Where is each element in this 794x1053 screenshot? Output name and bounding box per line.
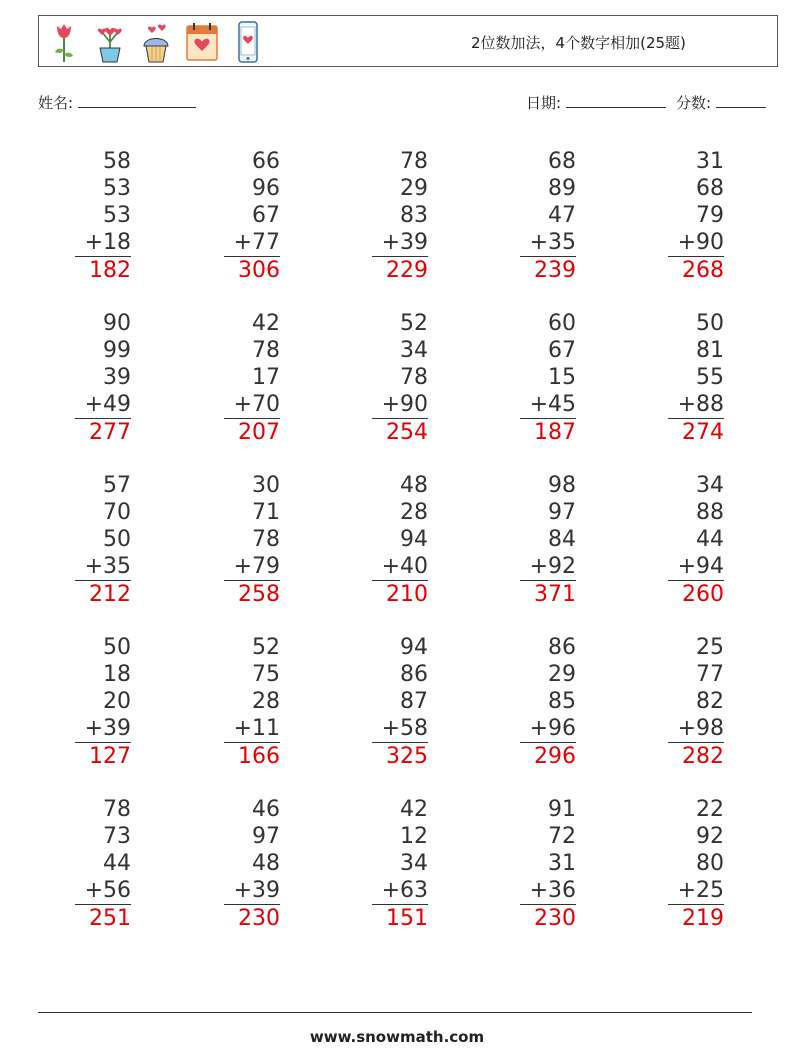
addend: 42	[252, 311, 280, 336]
answer: 239	[534, 258, 576, 283]
addition-problem	[75, 472, 131, 608]
addition-problem	[520, 472, 576, 608]
addend: 18	[103, 662, 131, 687]
addend: 94	[400, 635, 428, 660]
date-label: 日期:	[526, 94, 562, 112]
date-blank[interactable]	[566, 93, 666, 108]
addition-problem	[224, 796, 280, 932]
addition-problem	[372, 310, 428, 446]
addend: 31	[548, 851, 576, 876]
header-box	[38, 15, 778, 67]
addend-with-plus: +96	[520, 715, 576, 743]
addition-problem	[668, 796, 724, 932]
addend: 86	[400, 662, 428, 687]
name-field	[38, 92, 196, 113]
addend-with-plus: +11	[224, 715, 280, 743]
addend: 73	[103, 824, 131, 849]
addend-with-plus: +39	[224, 877, 280, 905]
addend: 98	[548, 473, 576, 498]
addition-problem	[520, 310, 576, 446]
score-blank[interactable]	[716, 93, 766, 108]
addend: 84	[548, 527, 576, 552]
addend: 48	[252, 851, 280, 876]
addend-with-plus: +25	[668, 877, 724, 905]
addition-problem	[372, 796, 428, 932]
answer: 212	[89, 582, 131, 607]
addend: 92	[696, 824, 724, 849]
addend: 55	[696, 365, 724, 390]
heart-phone-icon	[231, 20, 265, 64]
addend: 90	[103, 311, 131, 336]
addend: 78	[252, 338, 280, 363]
addend: 46	[252, 797, 280, 822]
addition-problem	[75, 796, 131, 932]
addend: 12	[400, 824, 428, 849]
addition-problem	[224, 472, 280, 608]
addend: 52	[252, 635, 280, 660]
addend-with-plus: +63	[372, 877, 428, 905]
answer: 207	[238, 420, 280, 445]
addend-with-plus: +49	[75, 391, 131, 419]
answer: 151	[386, 906, 428, 931]
answer: 268	[682, 258, 724, 283]
addend: 50	[696, 311, 724, 336]
addend: 97	[252, 824, 280, 849]
answer: 306	[238, 258, 280, 283]
addend-with-plus: +39	[372, 229, 428, 257]
heart-calendar-icon	[185, 20, 219, 64]
addition-problem	[372, 634, 428, 770]
addend: 31	[696, 149, 724, 174]
addend: 87	[400, 689, 428, 714]
name-blank[interactable]	[78, 93, 196, 108]
score-label: 分数:	[676, 94, 712, 112]
addend: 78	[400, 149, 428, 174]
addend: 17	[252, 365, 280, 390]
addend: 25	[696, 635, 724, 660]
addition-problem	[224, 148, 280, 284]
addend: 97	[548, 500, 576, 525]
addend: 82	[696, 689, 724, 714]
addend-with-plus: +18	[75, 229, 131, 257]
addend-with-plus: +92	[520, 553, 576, 581]
addend: 86	[548, 635, 576, 660]
answer: 258	[238, 582, 280, 607]
answer: 182	[89, 258, 131, 283]
addend: 85	[548, 689, 576, 714]
answer: 230	[534, 906, 576, 931]
addend-with-plus: +56	[75, 877, 131, 905]
addition-problem	[668, 634, 724, 770]
answer: 187	[534, 420, 576, 445]
addend-with-plus: +36	[520, 877, 576, 905]
addend: 99	[103, 338, 131, 363]
addition-problem	[668, 148, 724, 284]
answer: 229	[386, 258, 428, 283]
answer: 230	[238, 906, 280, 931]
addition-problem	[520, 796, 576, 932]
addend: 34	[400, 851, 428, 876]
addition-problem	[668, 472, 724, 608]
addend: 20	[103, 689, 131, 714]
addend: 44	[696, 527, 724, 552]
footer-site: www.snowmath.com	[309, 1028, 485, 1046]
addend: 88	[696, 500, 724, 525]
answer: 166	[238, 744, 280, 769]
addend: 66	[252, 149, 280, 174]
addition-problem	[668, 310, 724, 446]
addend: 30	[252, 473, 280, 498]
addend: 96	[252, 176, 280, 201]
addend: 39	[103, 365, 131, 390]
addend: 53	[103, 176, 131, 201]
addend: 42	[400, 797, 428, 822]
answer: 277	[89, 420, 131, 445]
icon-strip	[47, 20, 265, 64]
addend: 15	[548, 365, 576, 390]
addend: 50	[103, 635, 131, 660]
addend-with-plus: +98	[668, 715, 724, 743]
rose-icon	[47, 20, 81, 64]
answer: 371	[534, 582, 576, 607]
addend: 57	[103, 473, 131, 498]
footer-divider	[38, 1012, 752, 1013]
score-field	[676, 92, 766, 113]
addend: 67	[548, 338, 576, 363]
heart-flower-pot-icon	[93, 20, 127, 64]
addition-problem	[520, 148, 576, 284]
addend: 48	[400, 473, 428, 498]
addend: 72	[548, 824, 576, 849]
addend-with-plus: +40	[372, 553, 428, 581]
addition-problem	[75, 310, 131, 446]
addend: 94	[400, 527, 428, 552]
addend-with-plus: +35	[75, 553, 131, 581]
addend-with-plus: +88	[668, 391, 724, 419]
addend: 29	[400, 176, 428, 201]
addend: 78	[252, 527, 280, 552]
addend: 50	[103, 527, 131, 552]
answer: 127	[89, 744, 131, 769]
addend: 71	[252, 500, 280, 525]
name-label: 姓名:	[38, 94, 74, 112]
answer: 219	[682, 906, 724, 931]
addend: 60	[548, 311, 576, 336]
addend-with-plus: +39	[75, 715, 131, 743]
addend: 44	[103, 851, 131, 876]
addend-with-plus: +90	[372, 391, 428, 419]
date-field	[526, 92, 666, 113]
addition-problem	[224, 310, 280, 446]
addend-with-plus: +45	[520, 391, 576, 419]
addend-with-plus: +77	[224, 229, 280, 257]
addend: 81	[696, 338, 724, 363]
addend: 28	[252, 689, 280, 714]
answer: 260	[682, 582, 724, 607]
addend: 47	[548, 203, 576, 228]
answer: 325	[386, 744, 428, 769]
addition-problem	[75, 634, 131, 770]
addend-with-plus: +35	[520, 229, 576, 257]
addend: 67	[252, 203, 280, 228]
addition-problem	[224, 634, 280, 770]
addend: 91	[548, 797, 576, 822]
answer: 274	[682, 420, 724, 445]
addend: 89	[548, 176, 576, 201]
addend: 53	[103, 203, 131, 228]
addend: 29	[548, 662, 576, 687]
addend: 75	[252, 662, 280, 687]
addend: 34	[696, 473, 724, 498]
worksheet-title: 2位数加法，4个数字相加(25题)	[471, 34, 686, 52]
answer: 254	[386, 420, 428, 445]
addend: 22	[696, 797, 724, 822]
addend: 58	[103, 149, 131, 174]
addend: 70	[103, 500, 131, 525]
addition-problem	[372, 472, 428, 608]
addend: 80	[696, 851, 724, 876]
addition-problem	[520, 634, 576, 770]
addend: 78	[400, 365, 428, 390]
addend: 68	[696, 176, 724, 201]
addend-with-plus: +70	[224, 391, 280, 419]
addend: 78	[103, 797, 131, 822]
addend: 68	[548, 149, 576, 174]
addend-with-plus: +90	[668, 229, 724, 257]
addend-with-plus: +94	[668, 553, 724, 581]
addend-with-plus: +79	[224, 553, 280, 581]
answer: 282	[682, 744, 724, 769]
addend-with-plus: +58	[372, 715, 428, 743]
answer: 210	[386, 582, 428, 607]
addend: 79	[696, 203, 724, 228]
addition-problem	[75, 148, 131, 284]
addend: 83	[400, 203, 428, 228]
addend: 34	[400, 338, 428, 363]
addition-problem	[372, 148, 428, 284]
addend: 77	[696, 662, 724, 687]
addend: 52	[400, 311, 428, 336]
answer: 251	[89, 906, 131, 931]
heart-cupcake-icon	[139, 20, 173, 64]
addend: 28	[400, 500, 428, 525]
answer: 296	[534, 744, 576, 769]
